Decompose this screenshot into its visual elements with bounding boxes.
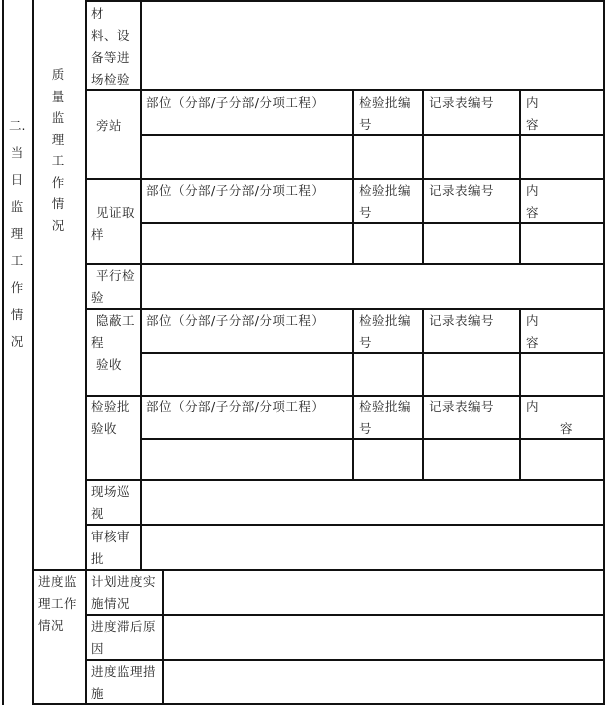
- label-line: 检验批: [91, 399, 131, 414]
- batch-acceptance-label: [91, 396, 130, 440]
- header-location: 部位（分部/子分部/分项工程）: [146, 399, 325, 414]
- label-line: 情况: [38, 618, 65, 633]
- label-line: 验: [91, 290, 105, 305]
- materials-input-cell[interactable]: [142, 2, 602, 88]
- label-line: 内: [526, 183, 540, 198]
- quality-title-char: 况: [51, 217, 65, 233]
- quality-title-char: 作: [51, 174, 65, 190]
- section-title-char: 理: [10, 226, 24, 241]
- label-line: 视: [91, 506, 105, 521]
- label-line: 号: [359, 335, 373, 350]
- header-batch-no: [359, 396, 411, 440]
- quality-title-char: 工: [51, 153, 65, 168]
- label-line: 检验批编: [359, 313, 412, 328]
- label-line: 内: [526, 95, 540, 110]
- materials-label: [91, 3, 130, 91]
- label-line: 理工作: [38, 596, 78, 611]
- side-station-record-cell[interactable]: [424, 136, 518, 177]
- concealed-record-cell[interactable]: [424, 354, 518, 394]
- batch-record-cell[interactable]: [424, 440, 518, 478]
- quality-title-char: 监: [51, 110, 65, 125]
- label-line: 材: [91, 6, 105, 21]
- row-line: [85, 89, 605, 91]
- label-line: 施情况: [91, 596, 131, 611]
- review-approval-input-cell[interactable]: [142, 526, 602, 568]
- header-location: 部位（分部/子分部/分项工程）: [146, 313, 325, 328]
- side-station-location-cell[interactable]: [142, 136, 351, 177]
- label-line: 料、设: [91, 28, 131, 43]
- header-content: [526, 92, 539, 136]
- review-approval-label: [91, 526, 130, 570]
- label-line: 平行检: [96, 268, 136, 283]
- concealed-location-cell[interactable]: [142, 354, 351, 394]
- section-title-char: 情: [10, 307, 24, 322]
- label-line: 容: [526, 335, 540, 350]
- side-station-content-cell[interactable]: [521, 136, 602, 177]
- concealed-content-cell[interactable]: [521, 354, 602, 394]
- plan-progress-input-cell[interactable]: [164, 571, 602, 613]
- label-line: 内: [526, 399, 540, 414]
- progress-measures-label: [91, 661, 156, 705]
- parallel-inspection-label: [91, 265, 135, 309]
- label-line: 号: [359, 421, 373, 436]
- label-line: 进度监理措: [91, 664, 157, 679]
- quality-title-char: 质: [51, 67, 65, 82]
- section-title: [9, 112, 25, 355]
- label-line: 检验批编: [359, 399, 412, 414]
- header-location: 部位（分部/子分部/分项工程）: [146, 183, 325, 198]
- label-line: 验收: [96, 357, 123, 372]
- progress-title: [38, 571, 77, 637]
- label-line: 验收: [91, 421, 118, 436]
- label-line: 计划进度实: [91, 574, 157, 589]
- border-left: [2, 0, 4, 705]
- label-line: 程: [91, 335, 105, 350]
- header-batch-no: [359, 180, 411, 224]
- concealed-batch-cell[interactable]: [354, 354, 421, 394]
- label-line: 号: [359, 205, 373, 220]
- col-divider-1: [32, 0, 34, 705]
- label-line: 容: [560, 421, 574, 436]
- site-patrol-label: [91, 481, 130, 525]
- delay-reason-label: [91, 616, 156, 660]
- section-title-char: 日: [10, 172, 24, 187]
- label-line: 见证取: [96, 205, 136, 220]
- header-record-no: 记录表编号: [429, 95, 495, 110]
- batch-batch-cell[interactable]: [354, 440, 421, 478]
- witness-record-cell[interactable]: [424, 224, 518, 262]
- header-record-no: 记录表编号: [429, 313, 495, 328]
- site-patrol-input-cell[interactable]: [142, 481, 602, 523]
- witness-batch-cell[interactable]: [354, 224, 421, 262]
- section-title-char: 工: [10, 253, 24, 268]
- label-line: 施: [91, 686, 105, 701]
- witness-location-cell[interactable]: [142, 224, 351, 262]
- label-line: 容: [526, 205, 540, 220]
- label-line: 隐蔽工: [96, 313, 136, 328]
- label-line: 号: [359, 117, 373, 132]
- header-content: [526, 396, 573, 440]
- quality-title-char: 情: [51, 196, 65, 211]
- quality-title-char: 理: [51, 131, 65, 147]
- witness-sampling-label: [91, 202, 135, 246]
- header-location: 部位（分部/子分部/分项工程）: [146, 95, 325, 110]
- label-line: 场检验: [91, 72, 131, 87]
- parallel-inspection-input-cell[interactable]: [142, 265, 602, 307]
- col-divider-2: [85, 0, 87, 705]
- label-line: 现场巡: [91, 484, 131, 499]
- header-batch-no: [359, 310, 411, 354]
- side-station-batch-cell[interactable]: [354, 136, 421, 177]
- header-record-no: 记录表编号: [429, 183, 495, 198]
- delay-reason-input-cell[interactable]: [164, 616, 602, 658]
- label-line: 进度监: [38, 574, 78, 589]
- header-content: [526, 310, 539, 354]
- header-content: [526, 180, 539, 224]
- section-title-char: 当: [10, 145, 24, 160]
- label-line: 批: [91, 551, 105, 566]
- label-line: 内: [526, 313, 540, 328]
- progress-measures-input-cell[interactable]: [164, 661, 602, 702]
- quality-title-char: 量: [51, 88, 65, 104]
- concealed-acceptance-label: [91, 310, 135, 376]
- header-batch-no: [359, 92, 411, 136]
- section-title-char: 监: [10, 199, 24, 214]
- side-station-label: 旁站: [96, 118, 123, 133]
- batch-location-cell[interactable]: [142, 440, 351, 478]
- plan-progress-label: [91, 571, 156, 615]
- label-line: 审核审: [91, 529, 131, 544]
- quality-title: [50, 64, 66, 236]
- label-line: 检验批编: [359, 183, 412, 198]
- witness-content-cell[interactable]: [521, 224, 602, 262]
- section-title-char: 况: [10, 334, 24, 349]
- label-line: 容: [526, 117, 540, 132]
- batch-content-cell[interactable]: [521, 440, 602, 478]
- label-line: 备等进: [91, 50, 131, 65]
- label-line: 检验批编: [359, 95, 412, 110]
- label-line: 样: [91, 227, 105, 242]
- section-title-char: 二.: [9, 118, 26, 133]
- section-title-char: 作: [10, 280, 24, 295]
- header-record-no: 记录表编号: [429, 399, 495, 414]
- label-line: 进度滞后原: [91, 619, 157, 634]
- label-line: 因: [91, 641, 105, 656]
